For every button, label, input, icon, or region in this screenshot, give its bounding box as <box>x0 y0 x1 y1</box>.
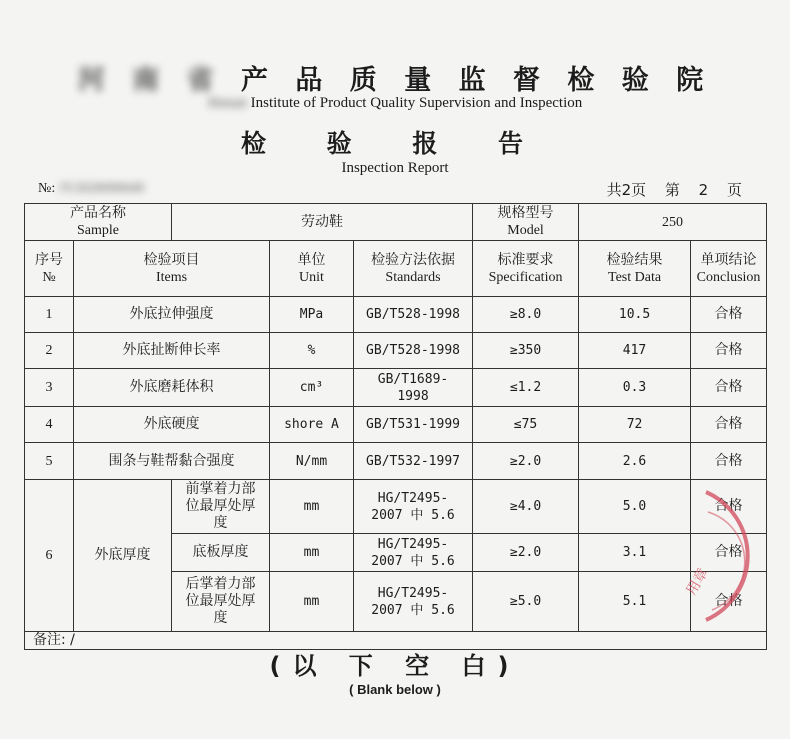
row-result: 72 <box>579 407 691 443</box>
row-number: 1 <box>25 297 74 333</box>
sample-label: 产品名称 Sample <box>25 204 172 241</box>
row-conclusion: 合格 <box>691 534 767 572</box>
column-header-no: 序号 № <box>25 241 74 297</box>
row-standard: GB/T528-1998 <box>354 333 473 369</box>
row-number: 5 <box>25 443 74 480</box>
seal-text: 用章 <box>683 565 712 598</box>
row-result: 2.6 <box>579 443 691 480</box>
blank-below-en: ( Blank below ) <box>349 682 441 697</box>
row-unit: % <box>270 333 354 369</box>
row-conclusion: 合格 <box>691 333 767 369</box>
institute-title-en <box>0 95 790 112</box>
row-spec: ≤1.2 <box>473 369 579 407</box>
row-unit: N/mm <box>270 443 354 480</box>
model-value: 250 <box>579 204 767 241</box>
row-standard: GB/T531-1999 <box>354 407 473 443</box>
report-number-label: №: <box>38 181 56 196</box>
row-conclusion: 合格 <box>691 480 767 534</box>
row-item: 外底硬度 <box>74 407 270 443</box>
row-unit: shore A <box>270 407 354 443</box>
row-item: 外底扯断伸长率 <box>74 333 270 369</box>
report-title-en: Inspection Report <box>341 160 449 176</box>
column-header-specification: 标准要求 Specification <box>473 241 579 297</box>
row-standard: GB/T1689- 1998 <box>354 369 473 407</box>
row-conclusion: 合格 <box>691 297 767 333</box>
row-result: 3.1 <box>579 534 691 572</box>
table-row <box>25 369 767 407</box>
row-unit: cm³ <box>270 369 354 407</box>
row-item: 外底磨耗体积 <box>74 369 270 407</box>
row-result: 5.1 <box>579 572 691 632</box>
row-standard: GB/T528-1998 <box>354 297 473 333</box>
row-standard: HG/T2495- 2007 中 5.6 <box>354 480 473 534</box>
row-subitem: 底板厚度 <box>172 534 270 572</box>
redacted-province-en: Henan <box>207 95 247 111</box>
row-item: 外底拉伸强度 <box>74 297 270 333</box>
row-conclusion: 合格 <box>691 572 767 632</box>
redacted-province: 河 南 省 <box>77 65 223 96</box>
row-spec: ≥2.0 <box>473 443 579 480</box>
sample-row <box>25 204 767 241</box>
column-header-standards: 检验方法依据 Standards <box>354 241 473 297</box>
column-header-items: 检验项目 Items <box>74 241 270 297</box>
blank-below-cn: (以 下 空 白) <box>269 652 521 680</box>
column-header-unit: 单位 Unit <box>270 241 354 297</box>
header-row <box>25 241 767 297</box>
row-number: 3 <box>25 369 74 407</box>
institute-name-cn: 产 品 质 量 监 督 检 验 院 <box>241 65 713 96</box>
institute-name-en: Institute of Product Quality Supervision and Inspection <box>250 95 583 111</box>
row-standard: GB/T532-1997 <box>354 443 473 480</box>
row-result: 5.0 <box>579 480 691 534</box>
page-count: 共2页 第 2 页 <box>606 181 742 199</box>
row-item: 围条与鞋帮黏合强度 <box>74 443 270 480</box>
row-unit: mm <box>270 572 354 632</box>
row-unit: mm <box>270 534 354 572</box>
inspection-table <box>24 203 767 650</box>
row-result: 10.5 <box>579 297 691 333</box>
table-row <box>25 333 767 369</box>
row-unit: MPa <box>270 297 354 333</box>
row-conclusion: 合格 <box>691 443 767 480</box>
row-number: 2 <box>25 333 74 369</box>
table-row <box>25 443 767 480</box>
report-number-value: JY2020090049 <box>58 181 145 196</box>
column-header-test-data: 检验结果 Test Data <box>579 241 691 297</box>
model-label: 规格型号 Model <box>473 204 579 241</box>
row-subitem: 前掌着力部 位最厚处厚 度 <box>172 480 270 534</box>
institute-title-cn <box>0 58 790 97</box>
table-row <box>25 297 767 333</box>
row-unit: mm <box>270 480 354 534</box>
row-spec: ≥8.0 <box>473 297 579 333</box>
row-spec: ≥350 <box>473 333 579 369</box>
report-number <box>38 181 144 197</box>
row-standard: HG/T2495- 2007 中 5.6 <box>354 572 473 632</box>
row-spec: ≥5.0 <box>473 572 579 632</box>
row-subitem: 后掌着力部 位最厚处厚 度 <box>172 572 270 632</box>
row-result: 417 <box>579 333 691 369</box>
row-spec: ≤75 <box>473 407 579 443</box>
report-title-cn: 检 验 报 告 <box>240 129 550 158</box>
row-result: 0.3 <box>579 369 691 407</box>
row-number: 4 <box>25 407 74 443</box>
row-item: 外底厚度 <box>74 480 172 632</box>
row-spec: ≥2.0 <box>473 534 579 572</box>
row-standard: HG/T2495- 2007 中 5.6 <box>354 534 473 572</box>
sample-value: 劳动鞋 <box>172 204 473 241</box>
table-row <box>25 407 767 443</box>
table-row <box>25 480 767 534</box>
row-spec: ≥4.0 <box>473 480 579 534</box>
row-conclusion: 合格 <box>691 369 767 407</box>
row-conclusion: 合格 <box>691 407 767 443</box>
row-number: 6 <box>25 480 74 632</box>
remark: 备注: / <box>25 632 767 650</box>
column-header-conclusion: 单项结论 Conclusion <box>691 241 767 297</box>
